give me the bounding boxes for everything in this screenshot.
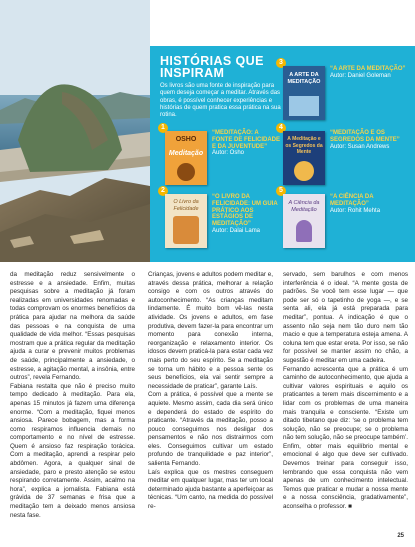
book-cover-livro-felicidade [165, 194, 207, 248]
book-title: “A ARTE DA MEDITAÇÃO” [330, 66, 406, 72]
book-title: “A CIÊNCIA DA MEDITAÇÃO” [330, 194, 374, 207]
book-number-badge: 5 [276, 186, 286, 196]
book-author: Autor: Rohit Mehta [330, 207, 381, 214]
book-author: Autor: Daniel Goleman [330, 72, 391, 79]
book-title: “MEDITAÇÃO E OS SEGREDOS DA MENTE” [330, 130, 400, 143]
book-title: “O LIVRO DA FELICIDADE: UM GUIA PRÁTICO AOS ESTÁGIOS DE MEDITAÇÃO” [212, 194, 278, 228]
book-caption [330, 194, 410, 215]
book-author: Autor: Susan Andrews [330, 143, 390, 150]
book-recommendations-box [150, 46, 415, 262]
book-cover-ciencia-meditacao [283, 194, 325, 248]
book-title: “MEDITAÇÃO: A FONTE DE FELICIDADE E DA JUVENTUDE” [212, 130, 281, 150]
book-author: Autor: Osho [212, 150, 245, 157]
book-cover-title: OSHO [175, 136, 197, 143]
article-column-2: Crianças, jovens e adultos podem meditar e, através dessa prática, melhorar a relação consigo e com os outros através do autoconhecimento. “As crianças meditam lindamente. É muito bom vê-las nesta atividade. Os jovens e adultos, em fase produtiva, devem fazer-la para encontrar um momento para conexão interna, reorganização e relaxamento interior. Os idosos devem praticá-la para estar cada vez mais perto do seu espírito. Se a meditação se torna um hábito e a pessoa sente os seus benefícios, ela vai sentir sempre a necessidade de praticar”, garante Laís. Com a prática, é possível que a mente se aquiete. Mesmo assim, cada dia será único e dependerá do estado de espírito do praticante. “Através da meditação, posso a pouco conseguimos nos desligar dos pensamentos e não nos distrairmos com eles. Conseguimos cultivar um estado profundo de tranquilidade e paz interior”, salienta Fernando. Laís explica que os mestres conseguem meditar em qualquer lugar, mas ter um local determinado ajuda bastante a aperfeiçoar as técnicas. “Um canto, na medida do possível re- [148, 271, 273, 511]
book-caption [212, 194, 280, 235]
book-cover-title: A Ciência da Meditação [288, 200, 320, 213]
book-author: Autor: Dalai Lama [212, 227, 261, 234]
book-number-badge: 4 [276, 123, 286, 133]
article-column-3: servado, sem barulhos e com menos interferência é o ideal. “A mente gosta de padrões. Se você tem esse lugar — que pode ser só o tapetinho de yoga —, e se senta ali, ela já está preparada para meditar”, pontua. A indicação é que o assento não seja nem tão duro nem tão macio e que a temperatura esteja amena. A coluna tem que estar ereta. Por isso, se não for possível se manter assim no chão, a sugestão é meditar em uma cadeira. Fernando acrescenta que a prática é um caminho de autoconhecimento, que ajuda a cultivar valores espirituais e aquilo os praticantes a terem mais discernimento e a lidar com os problemas de uma maneira mais tranquila e consciente. “Existe um ditado tibetano que diz: ‘se o problema tem solução, não se preocupe; se o problema não tem solução, não se preocupe também’. Enfim, obter mais equilíbrio mental e emocional é algo que deve ser cultivado. Devemos treinar para conseguir isso, lembrando que essa conquista não vem apenas de um conhecimento intelectual. Temos que praticar e mudar a nossa mente e a nossa consciência, gradativamente”, aconselha o professor. ■ [283, 271, 408, 511]
book-caption [330, 66, 410, 80]
book-cover-arte-meditacao [283, 66, 325, 120]
page-number: 25 [397, 533, 404, 539]
book-number-badge: 2 [158, 186, 168, 196]
book-cover-title: A Meditação e os Segredos da Mente [285, 136, 323, 155]
book-cover-segredos-mente [283, 131, 325, 185]
book-cover-osho [165, 131, 207, 185]
landscape-photo [0, 0, 150, 262]
book-caption [330, 130, 410, 151]
book-number-badge: 1 [158, 123, 168, 133]
article-column-1: da meditação reduz sensivelmente o estresse e a ansiedade. Enfim, muitas pesquisas sobre a meditação já foram realizadas em universidades renomadas e todas comprovam os enormes benefícios da prática para ajudar na melhora da saúde das pessoas e na conquista de uma qualidade de vida melhor. “Essas pesquisas mostram que a prática regular da meditação ajuda a curar e prevenir muitos problemas de saúde, principalmente a ansiedade, o estresse, a agitação mental, a insônia, entre outros”, revela Fernando. Fabiana restalta que não é preciso muito tempo dedicado à meditação. Para ela, apenas 15 minutos já fazem uma diferença enorme. “Com a meditação, fiquei menos ansiosa. Parece bobagem, mas a forma como respiramos influencia demais no comportamento e no nível de estresse. Quem é ansioso faz respiração torácica. Com a meditação, aprendi a respirar pelo abdômen. Agora, a qualquer sinal de ansiedade, paro e presto atenção se estou respirando corretamente. Assim, acalmo na hora”, explica a jornalista. Fabiana está grávida de 37 semanas e frisa que a meditação tem a deixado menos ansiosa nesta fase. [10, 271, 135, 519]
sidebar-title: HISTÓRIAS QUE INSPIRAM [160, 54, 264, 80]
book-cover-title: O Livro da Felicidade [173, 199, 199, 212]
book-cover-subtitle: Meditação [168, 150, 204, 157]
book-caption [212, 130, 280, 157]
book-number-badge: 3 [276, 58, 286, 68]
sidebar-intro: Os livros são uma fonte de inspiração para quem deseja começar a meditar. Através das obras, é possível conhecer experiências e histórias de quem pratica essa prática na sua rotina. [160, 83, 281, 119]
book-cover-title: A ARTE DA MEDITAÇÃO [287, 72, 321, 85]
